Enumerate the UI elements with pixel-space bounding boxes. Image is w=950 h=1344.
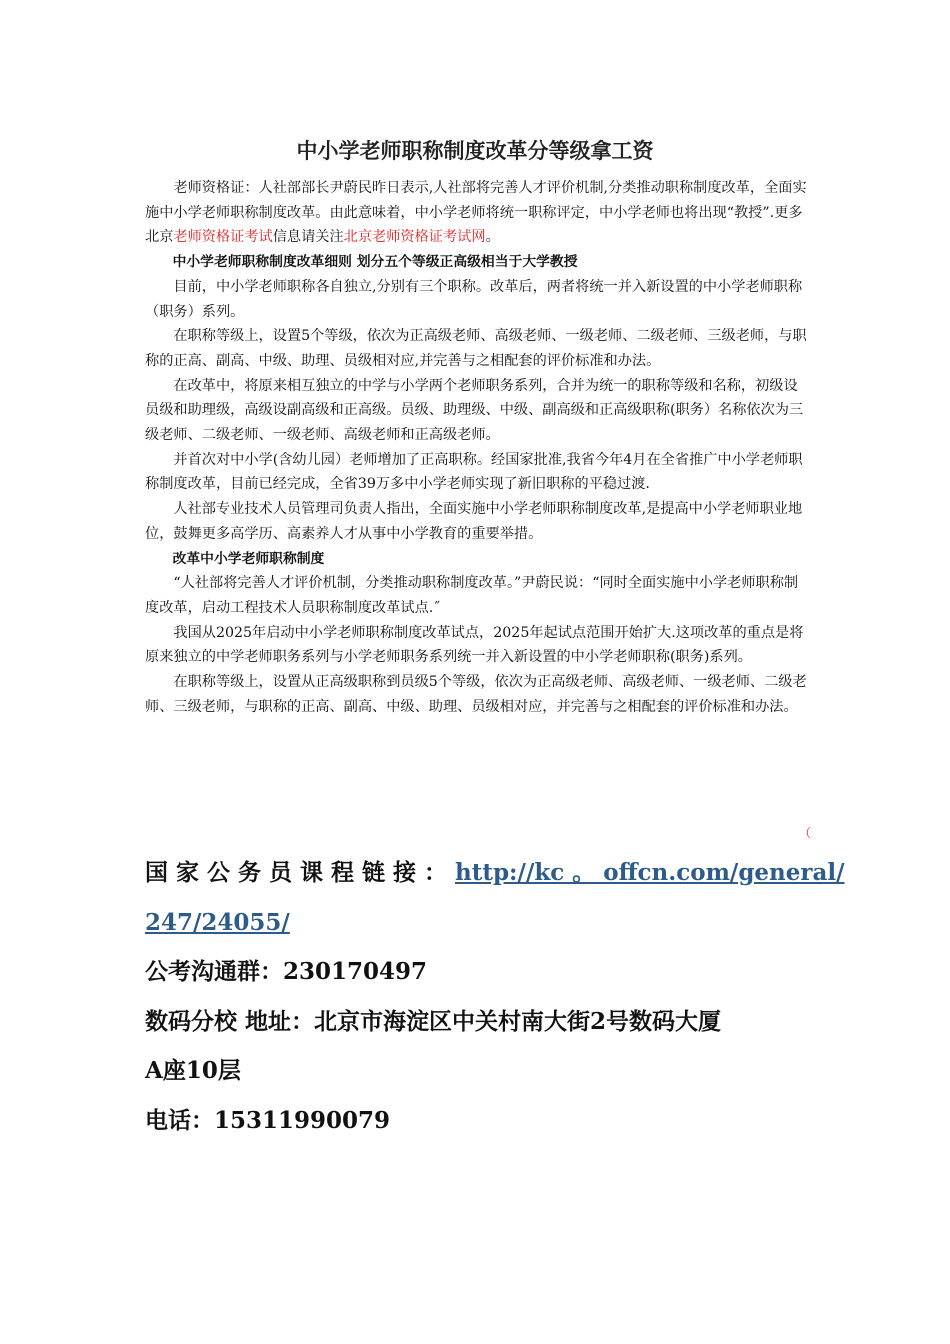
intro-paragraph	[145, 176, 807, 250]
course-link-url[interactable]: http://kc 。 offcn.com/general/	[455, 859, 845, 886]
beijing-exam-site-link[interactable]: 北京老师资格证考试网	[343, 229, 486, 246]
address-line-1: 数码分校 地址：北京市海淀区中关村南大街2号数码大厦	[145, 1007, 722, 1035]
page-title: 中小学老师职称制度改革分等级拿工资	[296, 139, 654, 163]
course-link-url-continued[interactable]: 247/24055/	[145, 908, 290, 936]
intro-text: 老师资格证：人社部部长尹蔚民昨日表示,人社部将完善人才评价机制,分类推动职称制度改革，全面实施中小学老师职称制度改革。由此意味着，中小学老师将统一职称评定，中小学老师也将出现“教授”.更多北京	[145, 180, 807, 246]
paragraph-1: 目前，中小学老师职称各自独立,分别有三个职称。改革后，两者将统一并入新设置的中小学老师职称（职务）系列。	[145, 278, 803, 320]
intro-between-text: 信息请关注	[272, 229, 344, 246]
subheading-reform-system: 改革中小学老师职称制度	[172, 550, 325, 567]
contact-section	[145, 848, 845, 1145]
subheading-reform-details: 中小学老师职称制度改革细则 划分五个等级正高级相当于大学教授	[172, 254, 578, 271]
paragraph-5: 人社部专业技术人员管理司负责人指出，全面实施中小学老师职称制度改革,是提高中小学老师职业地位，鼓舞更多高学历、高素养人才从事中小学教育的重要举措。	[145, 501, 803, 542]
article-body	[145, 176, 807, 719]
exam-group-line: 公考沟通群：230170497	[145, 958, 428, 985]
course-link-label: 国家公务员课程链接：	[145, 859, 455, 886]
paragraph-4: 并首次对中小学(含幼儿园）老师增加了正高职称。经国家批准,我省今年4月在全省推广中小学老师职称制度改革，目前已经完成，全省39万多中小学老师实现了新旧职称的平稳过渡.	[145, 451, 803, 493]
phone-line: 电话：15311990079	[145, 1106, 391, 1134]
bracket-mark: （	[799, 826, 812, 840]
address-line-2: A座10层	[145, 1057, 241, 1084]
paragraph-8: 在职称等级上，设置从正高级职称到员级5个等级，依次为正高级老师、高级老师、一级老师、二级老师、三级老师，与职称的正高、副高、中级、助理、员级相对应，并完善与之相配套的评价标准和办法。	[145, 674, 807, 715]
paragraph-2: 在职称等级上，设置5个等级，依次为正高级老师、高级老师、一级老师、二级老师、三级老师，与职称的正高、副高、中级、助理、员级相对应,并完善与之相配套的评价标准和办法。	[145, 328, 807, 369]
course-link-line-2	[145, 898, 807, 948]
intro-end-text: 。	[485, 229, 500, 246]
paragraph-7: 我国从2025年启动中小学老师职称制度改革试点，2025年起试点范围开始扩大.这项改革的重点是将原来独立的中学老师职务系列与小学老师职务系列统一并入新设置的中小学老师职称(职务)系列。	[145, 624, 804, 666]
teacher-certificate-exam-link[interactable]: 老师资格证考试	[173, 229, 273, 246]
course-link-line	[145, 848, 845, 898]
paragraph-3: 在改革中，将原来相互独立的中学与小学两个老师职务系列，合并为统一的职称等级和名称，初级设员级和助理级，高级设副高级和正高级。员级、助理级、中级、副高级和正高级职称(职务）名称依次为三级老师、二级老师、一级老师、高级老师和正高级老师。	[145, 377, 804, 444]
paragraph-6: “人社部将完善人才评价机制，分类推动职称制度改革。”尹蔚民说：“同时全面实施中小学老师职称制度改革，启动工程技术人员职称制度改革试点.˝	[145, 575, 799, 616]
